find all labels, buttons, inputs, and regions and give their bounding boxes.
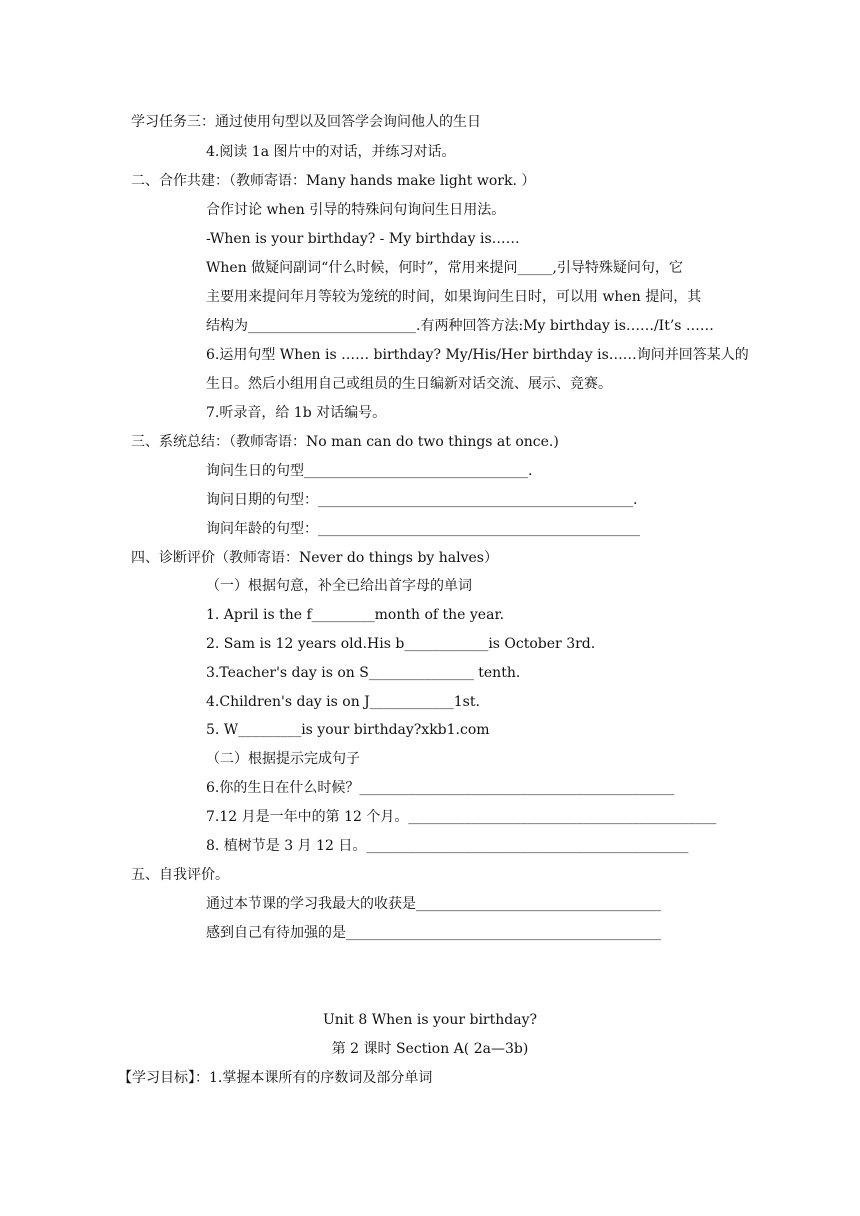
question-5: 5. W_________is your birthday?xkb1.com — [206, 722, 490, 738]
lesson-title: 第 2 课时 Section A( 2a—3b) — [331, 1041, 529, 1057]
section3-heading: 三、系统总结：（教师寄语：No man can do two things at once.) — [131, 434, 559, 450]
summary-birthday: 询问生日的句型________________________________. — [206, 463, 533, 479]
dialog-example: -When is your birthday? - My birthday is…… — [206, 231, 520, 247]
part1-heading: （一）根据句意，补全已给出首字母的单词 — [206, 578, 472, 594]
question-8: 8. 植树节是 3 月 12 日。______________________________________________ — [206, 838, 689, 854]
discuss-text: 合作讨论 when 引导的特殊问句询问生日用法。 — [206, 202, 506, 218]
question-6: 6.你的生日在什么时候？_____________________________________________ — [206, 780, 675, 796]
question-7: 7.12 月是一年中的第 12 个月。____________________________________________ — [206, 809, 717, 825]
question-4: 4.Children's day is on J____________1st. — [206, 694, 480, 710]
item7-text: 7.听录音，给 1b 对话编号。 — [206, 405, 387, 421]
item6-line1: 6.运用句型 When is …… birthday? My/His/Her birthday is……询问并回答某人的 — [206, 347, 749, 363]
summary-age: 询问年龄的句型：______________________________________________ — [206, 521, 640, 537]
when-explain-line3: 结构为________________________.有两种回答方法:My birthday is……/It’s …… — [206, 318, 714, 334]
section4-heading: 四、诊断评价（教师寄语：Never do things by halves） — [131, 550, 498, 566]
section2-heading: 二、合作共建：（教师寄语：Many hands make light work. ） — [131, 173, 536, 189]
section5-heading: 五、自我评价。 — [131, 867, 229, 883]
summary-date: 询问日期的句型：_____________________________________________. — [206, 492, 638, 508]
question-2: 2. Sam is 12 years old.His b____________is October 3rd. — [206, 636, 596, 652]
learning-goal: 【学习目标】：1.掌握本课所有的序数词及部分单词 — [118, 1070, 433, 1086]
item4-text: 4.阅读 1a 图片中的对话，并练习对话。 — [206, 144, 456, 160]
unit-title: Unit 8 When is your birthday? — [323, 1012, 537, 1028]
when-explain-line1: When 做疑问副词“什么时候，何时”，常用来提问_____,引导特殊疑问句，它 — [206, 260, 683, 276]
question-3: 3.Teacher's day is on S_______________ tenth. — [206, 665, 521, 681]
self-eval-gain: 通过本节课的学习我最大的收获是___________________________________ — [206, 896, 661, 912]
self-eval-improve: 感到自己有待加强的是_____________________________________________ — [206, 925, 661, 941]
task3-text: 学习任务三：通过使用句型以及回答学会询问他人的生日 — [131, 114, 481, 130]
question-1: 1. April is the f_________month of the year. — [206, 607, 505, 623]
part2-heading: （二）根据提示完成句子 — [206, 751, 360, 767]
item6-line2: 生日。然后小组用自己或组员的生日编新对话交流、展示、竞赛。 — [206, 376, 612, 392]
when-explain-line2: 主要用来提问年月等较为笼统的时间，如果询问生日时，可以用 when 提问，其 — [206, 289, 702, 305]
